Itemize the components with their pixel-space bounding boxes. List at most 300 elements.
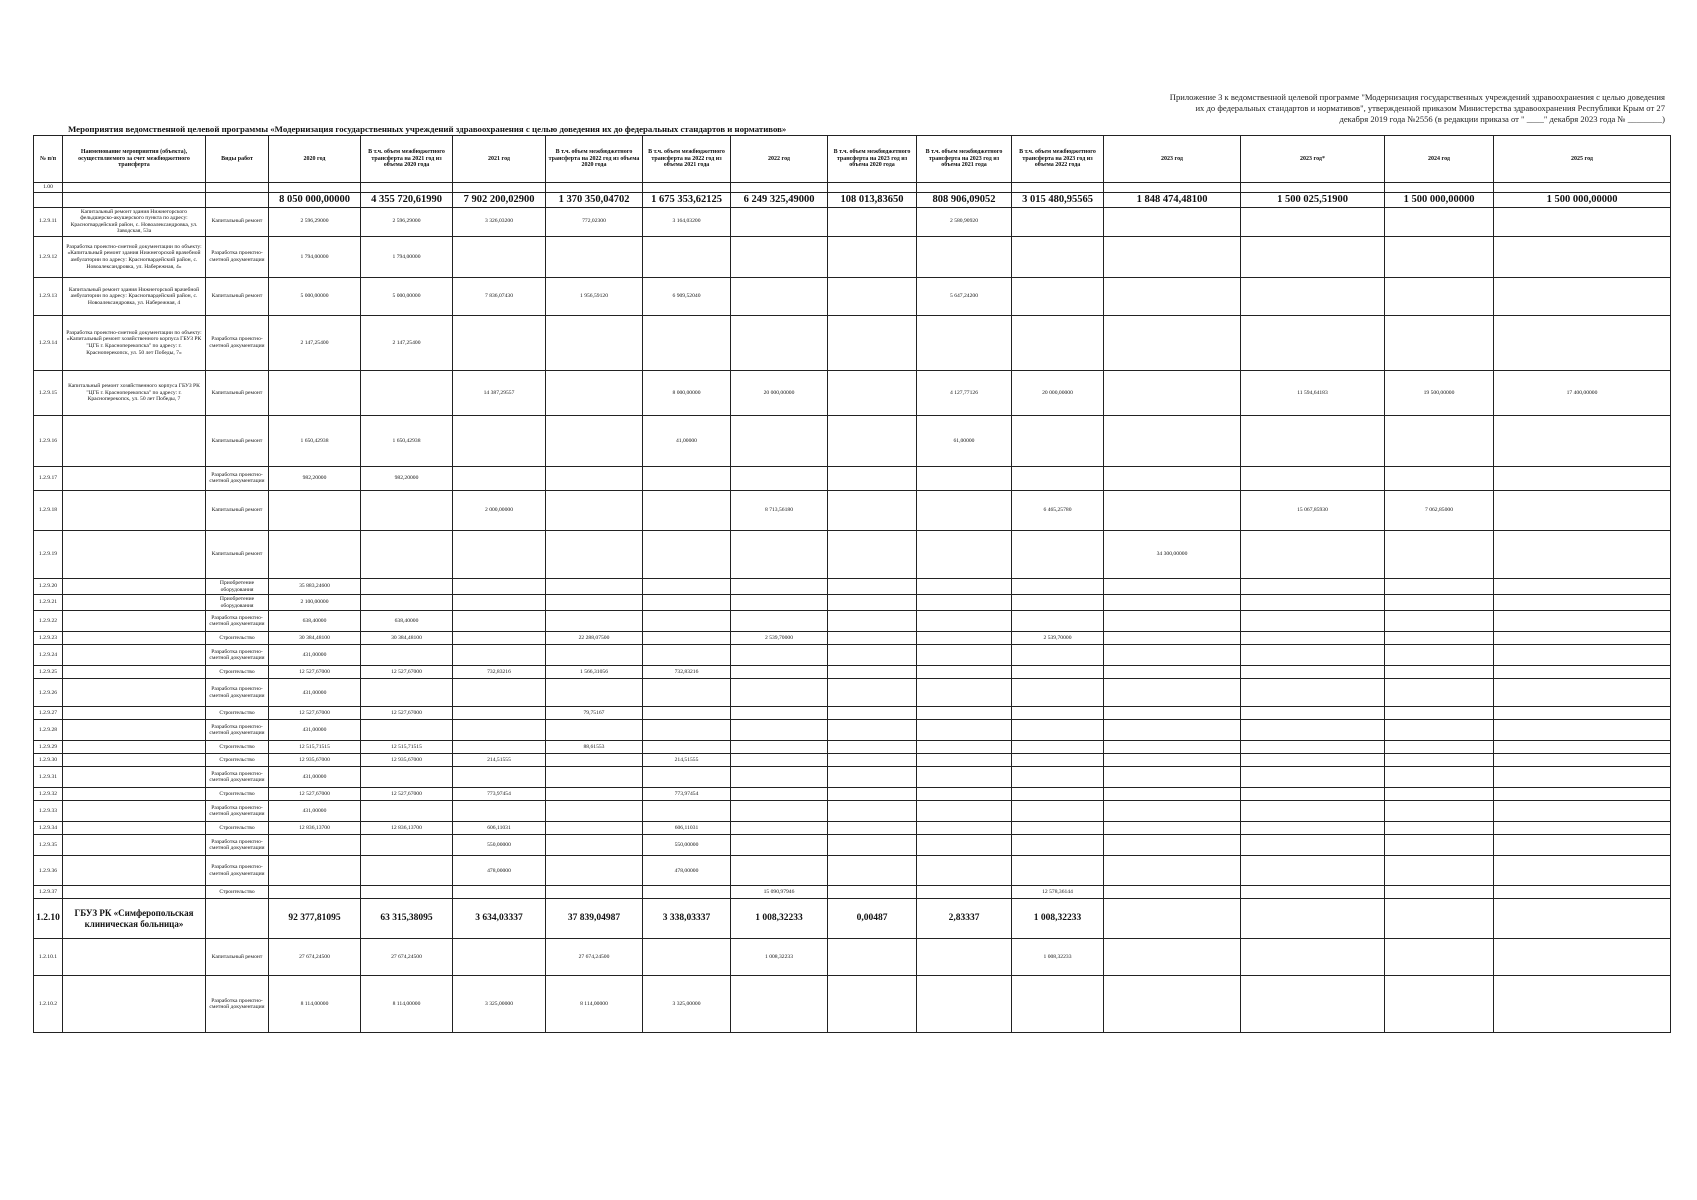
table-row — [34, 315, 1671, 370]
value-cell — [643, 741, 731, 754]
row-work-type: Капитальный ремонт — [206, 939, 269, 976]
row-number: 1.2.9.35 — [34, 835, 63, 856]
value-cell — [828, 415, 917, 466]
value-cell — [1241, 822, 1385, 835]
value-cell — [643, 720, 731, 741]
value-cell — [917, 578, 1012, 594]
value-cell — [828, 767, 917, 788]
value-cell — [1104, 835, 1241, 856]
value-cell — [546, 822, 643, 835]
table-row — [34, 207, 1671, 236]
row-name — [63, 530, 206, 578]
value-cell — [828, 679, 917, 707]
table-row — [34, 679, 1671, 707]
value-cell — [828, 490, 917, 530]
value-cell — [731, 856, 828, 886]
value-cell — [731, 611, 828, 632]
value-cell — [1104, 720, 1241, 741]
value-cell — [1104, 611, 1241, 632]
value-cell: 2 000,00000 — [453, 490, 546, 530]
value-cell — [1104, 207, 1241, 236]
value-cell: 772,02300 — [546, 207, 643, 236]
row-name — [63, 578, 206, 594]
value-cell: 431,00000 — [269, 720, 361, 741]
total-cell: 1 500 000,00000 — [1494, 192, 1671, 207]
table-row — [34, 835, 1671, 856]
header-2022b: В т.ч. объем межбюджетного трансферта на 2023 год из объема 2021 года — [917, 136, 1012, 183]
row-name — [63, 611, 206, 632]
value-cell — [917, 595, 1012, 611]
row-number: 1.2.9.11 — [34, 207, 63, 236]
value-cell — [1104, 822, 1241, 835]
row-work-type: Строительство — [206, 754, 269, 767]
value-cell — [828, 856, 917, 886]
value-cell — [453, 939, 546, 976]
value-cell — [731, 801, 828, 822]
header-2022: 2022 год — [731, 136, 828, 183]
value-cell: 5 647,24200 — [917, 277, 1012, 315]
value-cell: 2 147,25400 — [361, 315, 453, 370]
row-name — [63, 788, 206, 801]
value-cell — [1385, 595, 1494, 611]
value-cell — [917, 490, 1012, 530]
row-work-type: Капитальный ремонт — [206, 415, 269, 466]
value-cell — [1104, 370, 1241, 415]
value-cell — [917, 835, 1012, 856]
value-cell — [1104, 856, 1241, 886]
value-cell — [1494, 490, 1671, 530]
value-cell — [546, 645, 643, 666]
value-cell — [1494, 415, 1671, 466]
table-row — [34, 741, 1671, 754]
value-cell — [828, 720, 917, 741]
value-cell — [1104, 466, 1241, 490]
value-cell: 5 000,00000 — [269, 277, 361, 315]
value-cell — [643, 632, 731, 645]
total-cell: 1 848 474,48100 — [1104, 192, 1241, 207]
value-cell: 12 527,67000 — [269, 788, 361, 801]
value-cell: 1 008,32233 — [731, 939, 828, 976]
table-row — [34, 370, 1671, 415]
value-cell — [828, 466, 917, 490]
value-cell — [1104, 886, 1241, 899]
header-2023s: 2023 год* — [1241, 136, 1385, 183]
value-cell — [1385, 801, 1494, 822]
value-cell — [731, 595, 828, 611]
value-cell: 2 539,70000 — [731, 632, 828, 645]
value-cell: 6 909,52040 — [643, 277, 731, 315]
subtotal-value-cell — [1104, 899, 1241, 939]
value-cell — [269, 886, 361, 899]
value-cell — [1385, 236, 1494, 277]
value-cell — [643, 578, 731, 594]
value-cell: 1 650,42938 — [361, 415, 453, 466]
value-cell: 732,83216 — [453, 666, 546, 679]
table-row — [34, 754, 1671, 767]
value-cell — [643, 886, 731, 899]
value-cell — [1385, 939, 1494, 976]
value-cell — [546, 679, 643, 707]
program-table — [33, 135, 1671, 1033]
value-cell — [546, 801, 643, 822]
header-2023: 2023 год — [1104, 136, 1241, 183]
row-name — [63, 632, 206, 645]
value-cell — [731, 530, 828, 578]
row-name — [63, 822, 206, 835]
total-cell: 3 015 480,95565 — [1012, 192, 1104, 207]
value-cell — [828, 530, 917, 578]
row-number: 1.2.9.30 — [34, 754, 63, 767]
value-cell — [1494, 530, 1671, 578]
value-cell — [546, 856, 643, 886]
value-cell — [731, 315, 828, 370]
value-cell — [1012, 767, 1104, 788]
value-cell — [361, 370, 453, 415]
subtotal-type-empty — [206, 899, 269, 939]
value-cell — [453, 611, 546, 632]
row-number: 1.2.9.31 — [34, 767, 63, 788]
value-cell — [1494, 632, 1671, 645]
value-cell — [917, 822, 1012, 835]
value-cell — [1012, 976, 1104, 1033]
row-number: 1.2.9.27 — [34, 707, 63, 720]
value-cell — [1241, 767, 1385, 788]
value-cell — [546, 370, 643, 415]
row-name — [63, 886, 206, 899]
value-cell — [453, 415, 546, 466]
value-cell — [1241, 835, 1385, 856]
value-cell — [1241, 939, 1385, 976]
value-cell — [1494, 666, 1671, 679]
row-work-type: Капитальный ремонт — [206, 207, 269, 236]
value-cell — [269, 490, 361, 530]
value-cell: 982,20000 — [361, 466, 453, 490]
value-cell — [453, 578, 546, 594]
total-cell: 1 370 350,04702 — [546, 192, 643, 207]
subtotal-value-cell — [1494, 899, 1671, 939]
value-cell — [1012, 856, 1104, 886]
value-cell: 8 114,00000 — [269, 976, 361, 1033]
row-number: 1.2.9.21 — [34, 595, 63, 611]
table-row — [34, 530, 1671, 578]
value-cell — [828, 822, 917, 835]
value-cell — [1104, 236, 1241, 277]
row-work-type: Разработка проектно-сметной документации — [206, 767, 269, 788]
row-name: Капитальный ремонт хозяйственного корпуса ГБУЗ РК "ЦГБ г. Красноперекопска" по адресу: г. Красноперекопск, ул. 50 лет Победы, 7 — [63, 370, 206, 415]
value-cell: 27 674,24500 — [361, 939, 453, 976]
value-cell — [643, 530, 731, 578]
row-number: 1.2.9.32 — [34, 788, 63, 801]
value-cell — [1385, 578, 1494, 594]
value-cell — [1385, 822, 1494, 835]
row-work-type: Разработка проектно-сметной документации — [206, 236, 269, 277]
row-work-type: Строительство — [206, 788, 269, 801]
value-cell — [1385, 976, 1494, 1033]
value-cell — [1104, 315, 1241, 370]
value-cell: 27 674,24500 — [546, 939, 643, 976]
value-cell — [917, 754, 1012, 767]
value-cell — [1494, 856, 1671, 886]
row-name — [63, 466, 206, 490]
header-2022a: В т.ч. объем межбюджетного трансферта на 2023 год из объема 2020 года — [828, 136, 917, 183]
row-name — [63, 976, 206, 1033]
value-cell: 20 000,00000 — [731, 370, 828, 415]
value-cell — [731, 788, 828, 801]
value-cell — [828, 801, 917, 822]
value-cell: 12 515,71515 — [269, 741, 361, 754]
table-row — [34, 578, 1671, 594]
value-cell — [1104, 767, 1241, 788]
value-cell: 550,00000 — [453, 835, 546, 856]
row-number: 1.2.9.16 — [34, 415, 63, 466]
value-cell — [917, 236, 1012, 277]
value-cell — [1104, 788, 1241, 801]
row-name — [63, 801, 206, 822]
value-cell: 15 067,85930 — [1241, 490, 1385, 530]
value-cell — [546, 315, 643, 370]
value-cell — [828, 315, 917, 370]
value-cell — [453, 632, 546, 645]
value-cell — [1494, 707, 1671, 720]
value-cell — [1494, 679, 1671, 707]
value-cell — [828, 886, 917, 899]
value-cell — [1241, 707, 1385, 720]
row-number: 1.2.10.1 — [34, 939, 63, 976]
value-cell — [361, 645, 453, 666]
value-cell — [1241, 886, 1385, 899]
total-cell: 8 050 000,00000 — [269, 192, 361, 207]
value-cell — [731, 754, 828, 767]
value-cell — [643, 707, 731, 720]
row-work-type: Разработка проектно-сметной документации — [206, 466, 269, 490]
value-cell — [917, 666, 1012, 679]
value-cell: 773,97454 — [643, 788, 731, 801]
row-number: 1.2.9.23 — [34, 632, 63, 645]
row-name — [63, 741, 206, 754]
value-cell: 478,00000 — [453, 856, 546, 886]
table-row — [34, 801, 1671, 822]
row-number: 1.2.9.24 — [34, 645, 63, 666]
value-cell — [1385, 632, 1494, 645]
row-number: 1.2.9.13 — [34, 277, 63, 315]
value-cell: 732,83216 — [643, 666, 731, 679]
table-row — [34, 707, 1671, 720]
value-cell — [1494, 720, 1671, 741]
appendix-note-line-1: Приложение 3 к ведомственной целевой программе "Модернизация государственных учреждений здравоохранения с целью доведения — [1169, 92, 1665, 102]
value-cell: 7 836,07430 — [453, 277, 546, 315]
value-cell: 606,11031 — [643, 822, 731, 835]
value-cell — [1012, 822, 1104, 835]
value-cell — [828, 707, 917, 720]
value-cell — [731, 720, 828, 741]
value-cell — [643, 490, 731, 530]
value-cell — [361, 767, 453, 788]
value-cell — [453, 236, 546, 277]
row-name — [63, 645, 206, 666]
value-cell — [643, 679, 731, 707]
value-cell — [1241, 207, 1385, 236]
value-cell — [269, 530, 361, 578]
value-cell — [1494, 976, 1671, 1033]
appendix-note-line-2: их до федеральных стандартов и нормативов", утвержденной приказом Министерства здравоохранения Республики Крым от 27 — [1195, 103, 1665, 113]
row-name: Капитальный ремонт здания Нижнегорской врачебной амбулатории по адресу: Красногвардейский район, с. Новоалександровка, ул. Набережная, 4 — [63, 277, 206, 315]
value-cell — [361, 835, 453, 856]
value-cell — [643, 767, 731, 788]
row-work-type: Капитальный ремонт — [206, 530, 269, 578]
value-cell: 214,51555 — [643, 754, 731, 767]
value-cell — [1012, 236, 1104, 277]
value-cell — [1494, 835, 1671, 856]
value-cell: 12 527,67000 — [269, 707, 361, 720]
value-cell — [361, 886, 453, 899]
total-cell: 4 355 720,61990 — [361, 192, 453, 207]
value-cell: 5 000,00000 — [361, 277, 453, 315]
value-cell — [1241, 856, 1385, 886]
header-row — [34, 136, 1671, 183]
value-cell — [546, 236, 643, 277]
value-cell: 35 883,24600 — [269, 578, 361, 594]
value-cell — [731, 415, 828, 466]
value-cell: 2 539,70000 — [1012, 632, 1104, 645]
value-cell — [917, 707, 1012, 720]
value-cell — [1104, 645, 1241, 666]
value-cell — [1012, 595, 1104, 611]
value-cell — [731, 741, 828, 754]
row-name — [63, 666, 206, 679]
value-cell — [643, 939, 731, 976]
value-cell — [1494, 754, 1671, 767]
value-cell — [1494, 277, 1671, 315]
value-cell — [828, 788, 917, 801]
value-cell — [1012, 315, 1104, 370]
value-cell — [1385, 645, 1494, 666]
value-cell — [1012, 415, 1104, 466]
value-cell — [453, 767, 546, 788]
total-cell: 1 500 000,00000 — [1385, 192, 1494, 207]
value-cell — [361, 490, 453, 530]
subtotal-value-cell: 3 338,03337 — [643, 899, 731, 939]
value-cell: 2 147,25400 — [269, 315, 361, 370]
row-number: 1.2.9.34 — [34, 822, 63, 835]
row-work-type: Разработка проектно-сметной документации — [206, 856, 269, 886]
row-work-type: Разработка проектно-сметной документации — [206, 801, 269, 822]
value-cell — [1385, 720, 1494, 741]
row-work-type: Приобретение оборудования — [206, 595, 269, 611]
table-row — [34, 466, 1671, 490]
row-work-type: Капитальный ремонт — [206, 277, 269, 315]
table-row — [34, 632, 1671, 645]
value-cell — [361, 578, 453, 594]
value-cell — [546, 490, 643, 530]
value-cell: 3 164,03200 — [643, 207, 731, 236]
value-cell: 2 596,29000 — [269, 207, 361, 236]
row-number: 1.2.9.33 — [34, 801, 63, 822]
subtotal-value-cell: 2,83337 — [917, 899, 1012, 939]
value-cell — [546, 611, 643, 632]
value-cell — [1385, 835, 1494, 856]
value-cell — [1494, 595, 1671, 611]
value-cell: 27 674,24500 — [269, 939, 361, 976]
value-cell — [546, 835, 643, 856]
value-cell — [546, 886, 643, 899]
row-number: 1.2.9.12 — [34, 236, 63, 277]
row-work-type: Строительство — [206, 886, 269, 899]
appendix-note-line-3: декабря 2019 года №2556 (в редакции приказа от " ____" декабря 2023 года № ________) — [1339, 114, 1665, 124]
value-cell: 20 000,00000 — [1012, 370, 1104, 415]
value-cell — [828, 741, 917, 754]
value-cell — [1494, 315, 1671, 370]
value-cell: 8 000,00000 — [643, 370, 731, 415]
subtotal-value-cell: 92 377,81095 — [269, 899, 361, 939]
value-cell — [1385, 611, 1494, 632]
code-row — [34, 183, 1671, 193]
value-cell — [1104, 277, 1241, 315]
value-cell — [917, 679, 1012, 707]
value-cell: 12 515,71515 — [361, 741, 453, 754]
value-cell: 34 300,00000 — [1104, 530, 1241, 578]
value-cell — [731, 679, 828, 707]
row-work-type: Строительство — [206, 632, 269, 645]
value-cell — [731, 835, 828, 856]
value-cell: 8 713,56180 — [731, 490, 828, 530]
value-cell — [1494, 611, 1671, 632]
value-cell — [1385, 207, 1494, 236]
subtotal-value-cell: 1 008,32233 — [731, 899, 828, 939]
value-cell — [731, 822, 828, 835]
table-row — [34, 822, 1671, 835]
subtotal-value-cell: 37 839,04987 — [546, 899, 643, 939]
value-cell — [1012, 754, 1104, 767]
value-cell — [731, 707, 828, 720]
value-cell: 12 527,67000 — [269, 666, 361, 679]
value-cell: 14 387,29557 — [453, 370, 546, 415]
value-cell — [1385, 856, 1494, 886]
value-cell: 88,61553 — [546, 741, 643, 754]
value-cell — [1012, 720, 1104, 741]
row-number: 1.2.9.26 — [34, 679, 63, 707]
value-cell: 2 100,00000 — [269, 595, 361, 611]
value-cell: 7 062,85000 — [1385, 490, 1494, 530]
header-name: Наименование мероприятия (объекта), осуществляемого за счет межбюджетного трансферта — [63, 136, 206, 183]
value-cell — [643, 595, 731, 611]
total-cell: 7 902 200,02900 — [453, 192, 546, 207]
value-cell — [731, 236, 828, 277]
value-cell: 1 008,32233 — [1012, 939, 1104, 976]
value-cell: 12 527,67000 — [361, 666, 453, 679]
value-cell: 15 090,97946 — [731, 886, 828, 899]
value-cell — [1385, 788, 1494, 801]
value-cell — [546, 767, 643, 788]
row-work-type: Приобретение оборудования — [206, 578, 269, 594]
value-cell — [643, 645, 731, 666]
value-cell — [1494, 886, 1671, 899]
value-cell — [453, 530, 546, 578]
value-cell: 3 326,03200 — [453, 207, 546, 236]
value-cell — [1104, 976, 1241, 1033]
value-cell — [1241, 632, 1385, 645]
header-2022c: В т.ч. объем межбюджетного трансферта на 2023 год из объема 2022 года — [1012, 136, 1104, 183]
value-cell — [917, 856, 1012, 886]
row-name: Разработка проектно-сметной документации по объекту: «Капитальный ремонт хозяйственного корпуса ГБУЗ РК "ЦГБ г. Красноперекопска" по адресу: г. Красноперекопск, ул. 50 лет Победы, 7» — [63, 315, 206, 370]
value-cell — [1241, 976, 1385, 1033]
value-cell — [917, 886, 1012, 899]
value-cell — [453, 466, 546, 490]
value-cell — [1012, 707, 1104, 720]
value-cell — [1241, 788, 1385, 801]
value-cell — [361, 530, 453, 578]
row-name: Капитальный ремонт здания Нижнегорского фельдшерско-акушерского пункта по адресу: Красногвардейский район, с. Новоалександровка, ул. Заводская, 53а — [63, 207, 206, 236]
value-cell — [546, 788, 643, 801]
